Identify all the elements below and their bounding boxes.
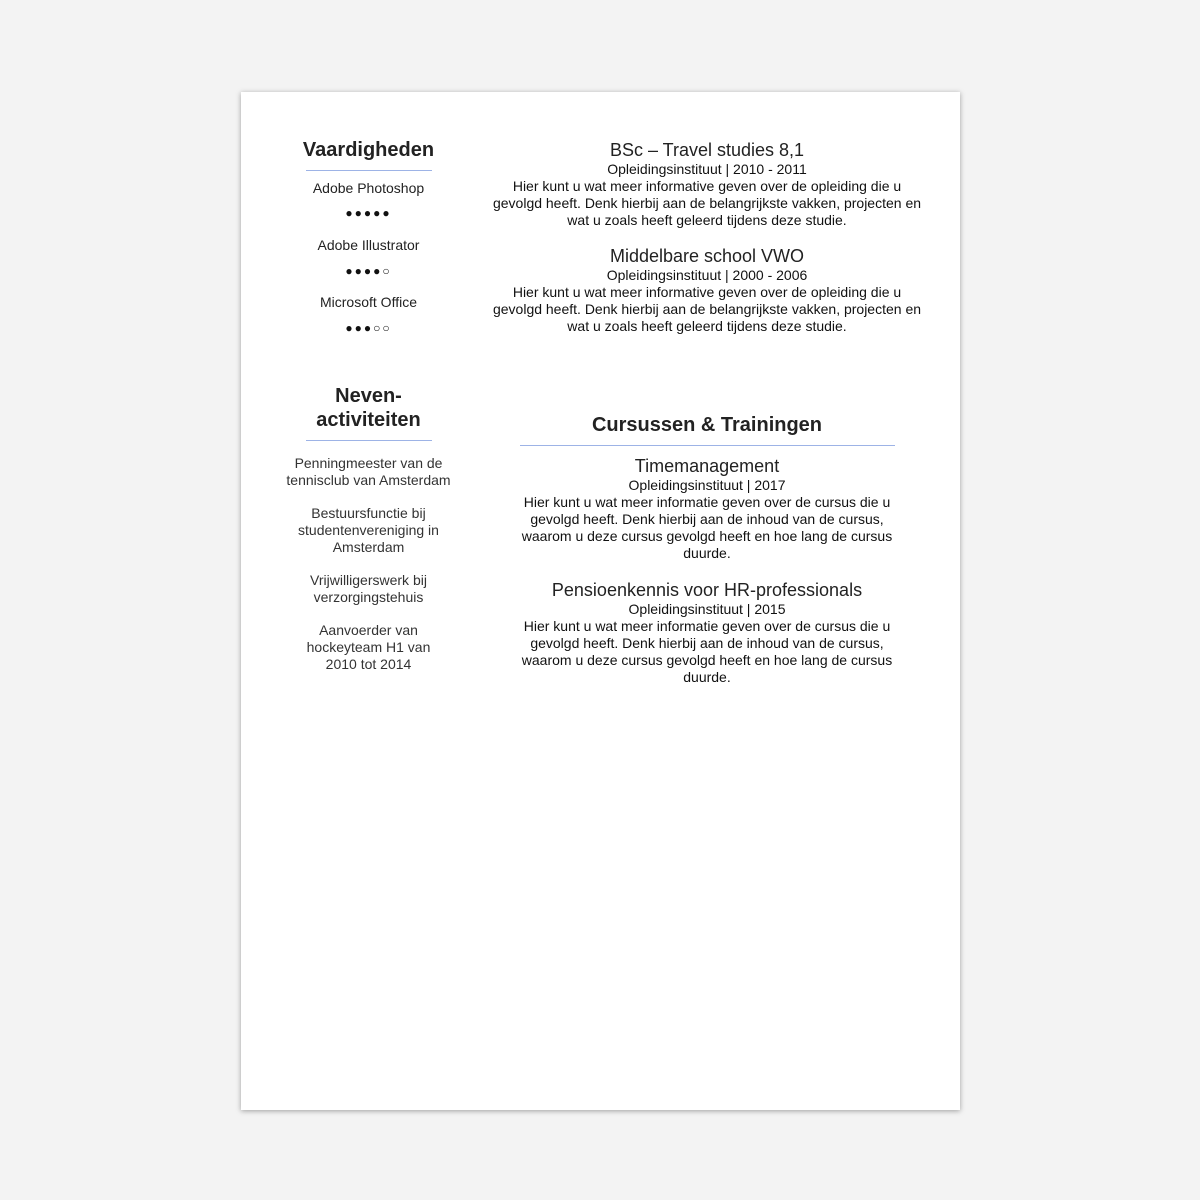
skill-rating: ●●●●● xyxy=(345,206,392,220)
skill-rating: ●●●○○ xyxy=(345,321,392,335)
skills-divider xyxy=(306,170,432,171)
skill-name: Adobe Photoshop xyxy=(312,180,425,196)
course-description: Hier kunt u wat meer informatie geven over de cursus die u gevolgd heeft. Denk hierbij aan de inhoud van de cursus, waarom u deze cursus gevolgd heeft en hoe lang de cursus duurde. xyxy=(521,618,893,685)
education-institute: Opleidingsinstituut | 2010 - 2011 xyxy=(607,161,807,177)
activities-title-line2: activiteiten xyxy=(316,409,421,431)
courses-section xyxy=(491,413,923,686)
skill-rating: ●●●●○ xyxy=(345,264,392,278)
skill-name: Microsoft Office xyxy=(320,294,417,310)
education-title: BSc – Travel studies 8,1 xyxy=(609,140,805,160)
skills-section xyxy=(281,138,456,335)
course-entry xyxy=(491,456,923,562)
education-entry xyxy=(491,246,923,335)
activities-title-line1: Neven- xyxy=(335,385,402,407)
education-institute: Opleidingsinstituut | 2000 - 2006 xyxy=(606,267,808,283)
education-title: Middelbare school VWO xyxy=(609,246,805,266)
education-entry xyxy=(491,140,923,229)
activity-item: Penningmeester van de tennisclub van Amsterdam xyxy=(286,455,451,488)
course-entry xyxy=(491,580,923,686)
resume-page xyxy=(241,92,960,1110)
activity-item: Bestuursfunctie bij studentenvereniging in Amsterdam xyxy=(298,505,439,555)
skills-title: Vaardigheden xyxy=(302,139,435,161)
activity-item: Vrijwilligerswerk bij verzorgingstehuis xyxy=(310,572,427,605)
courses-title: Cursussen & Trainingen xyxy=(591,414,823,436)
activities-title xyxy=(281,384,456,432)
course-institute: Opleidingsinstituut | 2017 xyxy=(628,477,786,493)
skill-name: Adobe Illustrator xyxy=(317,237,420,253)
right-column xyxy=(491,140,923,686)
education-description: Hier kunt u wat meer informative geven over de opleiding die u gevolgd heeft. Denk hierbij aan de belangrijkste vakken, projecten en wat u zoals heeft geleerd tijdens deze studie. xyxy=(492,284,922,334)
activities-divider xyxy=(306,440,432,441)
courses-divider xyxy=(520,445,895,446)
activity-item: Aanvoerder van hockeyteam H1 van 2010 tot 2014 xyxy=(306,622,431,672)
course-description: Hier kunt u wat meer informatie geven over de cursus die u gevolgd heeft. Denk hierbij aan de inhoud van de cursus, waarom u deze cursus gevolgd heeft en hoe lang de cursus duurde. xyxy=(521,494,893,561)
left-column xyxy=(281,138,456,673)
course-title: Pensioenkennis voor HR-professionals xyxy=(551,580,863,600)
activities-section xyxy=(281,384,456,673)
course-institute: Opleidingsinstituut | 2015 xyxy=(628,601,786,617)
course-title: Timemanagement xyxy=(634,456,780,476)
education-description: Hier kunt u wat meer informative geven over de opleiding die u gevolgd heeft. Denk hierbij aan de belangrijkste vakken, projecten en wat u zoals heeft geleerd tijdens deze studie. xyxy=(492,178,922,228)
